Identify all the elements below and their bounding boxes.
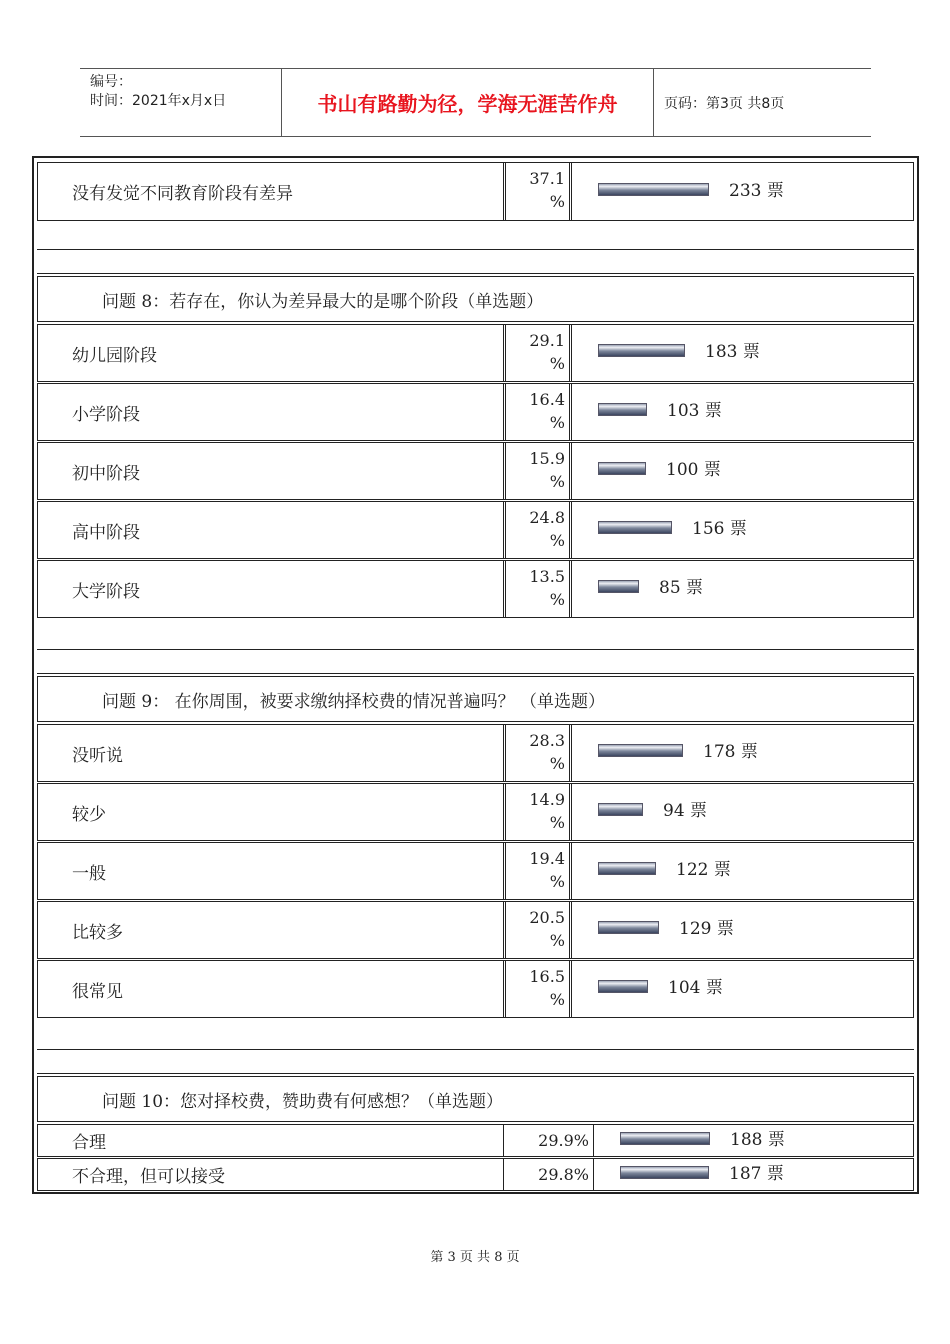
header-page-info: 页码：第3页 共8页 (664, 95, 785, 112)
option-label: 不合理，但可以接受 (72, 1167, 225, 1187)
option-percent (503, 163, 572, 220)
option-label: 幼儿园阶段 (72, 345, 157, 366)
percent-value: 20.5 (529, 908, 565, 927)
option-label: 没有发觉不同教育阶段有差异 (72, 184, 293, 204)
percent-value: 16.4 (529, 390, 565, 409)
option-label: 一般 (72, 863, 106, 884)
question-title: 问题 8：若存在，你认为差异最大的是哪个阶段（单选题） (37, 276, 914, 322)
spacer-row (37, 1049, 914, 1074)
spacer-row (37, 249, 914, 274)
vote-count: 129 票 (679, 919, 734, 939)
vote-bar (598, 980, 648, 993)
percent-value: 19.4 (529, 849, 565, 868)
option-bar-cell (572, 961, 913, 1017)
percent-value: 37.1 (529, 169, 565, 188)
vote-bar (598, 580, 639, 593)
option-percent (503, 961, 572, 1017)
option-row (37, 501, 914, 559)
vote-bar (598, 803, 643, 816)
percent-value: 16.5 (529, 967, 565, 986)
option-row (37, 1158, 914, 1191)
option-label: 比较多 (72, 922, 123, 943)
percent-sign: % (549, 413, 565, 432)
vote-bar (598, 521, 672, 534)
option-row (37, 960, 914, 1018)
header-meta (80, 69, 281, 136)
option-row (37, 901, 914, 959)
vote-count: 85 票 (659, 578, 704, 598)
option-percent: 29.8% (503, 1159, 594, 1190)
percent-sign: % (549, 354, 565, 373)
vote-bar (620, 1166, 709, 1179)
vote-bar (598, 862, 656, 875)
vote-count: 122 票 (676, 860, 731, 880)
vote-count: 94 票 (663, 801, 708, 821)
vote-bar (598, 403, 647, 416)
option-label: 高中阶段 (72, 522, 140, 543)
page-footer: 第 3 页 共 8 页 (430, 1250, 520, 1265)
page-header (80, 68, 871, 137)
percent-value: 29.1 (529, 331, 565, 350)
option-percent (503, 502, 572, 558)
vote-count: 178 票 (703, 742, 758, 762)
vote-count: 100 票 (666, 460, 721, 480)
option-bar-cell (572, 843, 913, 899)
vote-count: 233 票 (729, 180, 784, 201)
option-row (37, 783, 914, 841)
time-label: 时间：2021年x月x日 (90, 93, 227, 109)
option-bar-cell (572, 443, 913, 499)
option-label: 很常见 (72, 981, 123, 1002)
vote-count: 183 票 (705, 342, 760, 362)
percent-value: 15.9 (529, 449, 565, 468)
option-row (37, 442, 914, 500)
option-percent (503, 325, 572, 381)
option-bar-cell (572, 502, 913, 558)
percent-sign: % (549, 931, 565, 950)
vote-bar (620, 1132, 710, 1145)
option-percent (503, 725, 572, 781)
percent-sign: % (549, 872, 565, 891)
option-label: 没听说 (72, 745, 123, 766)
percent-sign: % (549, 990, 565, 1009)
option-bar-cell (594, 1159, 913, 1190)
option-percent: 29.9% (503, 1125, 594, 1156)
vote-bar (598, 462, 646, 475)
percent-sign: % (549, 590, 565, 609)
option-row (37, 842, 914, 900)
option-row (37, 560, 914, 618)
spacer-row (37, 649, 914, 674)
vote-count: 104 票 (668, 978, 723, 998)
vote-count: 187 票 (729, 1163, 784, 1184)
option-bar-cell (572, 325, 913, 381)
option-bar-cell (594, 1125, 913, 1156)
option-label: 较少 (72, 804, 106, 825)
option-row (37, 383, 914, 441)
option-percent (503, 902, 572, 958)
percent-sign: % (549, 813, 565, 832)
percent-value: 28.3 (529, 731, 565, 750)
option-bar-cell (572, 902, 913, 958)
percent-value: 13.5 (529, 567, 565, 586)
survey-table (32, 156, 919, 1194)
vote-count: 156 票 (692, 519, 747, 539)
option-label: 初中阶段 (72, 463, 140, 484)
percent-sign: % (549, 192, 565, 211)
option-row (37, 1124, 914, 1157)
option-row (37, 324, 914, 382)
option-bar-cell (572, 384, 913, 440)
option-bar-cell (572, 163, 913, 220)
option-bar-cell (572, 784, 913, 840)
percent-sign: % (549, 472, 565, 491)
vote-count: 103 票 (667, 401, 722, 421)
option-bar-cell (572, 725, 913, 781)
option-percent (503, 784, 572, 840)
percent-sign: % (549, 754, 565, 773)
vote-count: 188 票 (730, 1129, 785, 1150)
vote-bar (598, 921, 659, 934)
option-row (37, 162, 914, 221)
option-percent (503, 561, 572, 617)
question-title: 问题 9： 在你周围，被要求缴纳择校费的情况普遍吗？ （单选题） (37, 676, 914, 722)
option-bar-cell (572, 561, 913, 617)
header-motto: 书山有路勤为径，学海无涯苦作舟 (281, 69, 654, 136)
option-label: 小学阶段 (72, 404, 140, 425)
vote-bar (598, 744, 683, 757)
vote-bar (598, 183, 709, 196)
question-title: 问题 10：您对择校费，赞助费有何感想？（单选题） (37, 1076, 914, 1122)
option-label: 合理 (72, 1133, 106, 1153)
option-percent (503, 843, 572, 899)
option-percent (503, 384, 572, 440)
percent-value: 24.8 (529, 508, 565, 527)
percent-sign: % (549, 531, 565, 550)
number-label: 编号： (90, 74, 132, 90)
option-percent (503, 443, 572, 499)
vote-bar (598, 344, 685, 357)
option-label: 大学阶段 (72, 581, 140, 602)
percent-value: 14.9 (529, 790, 565, 809)
option-row (37, 724, 914, 782)
